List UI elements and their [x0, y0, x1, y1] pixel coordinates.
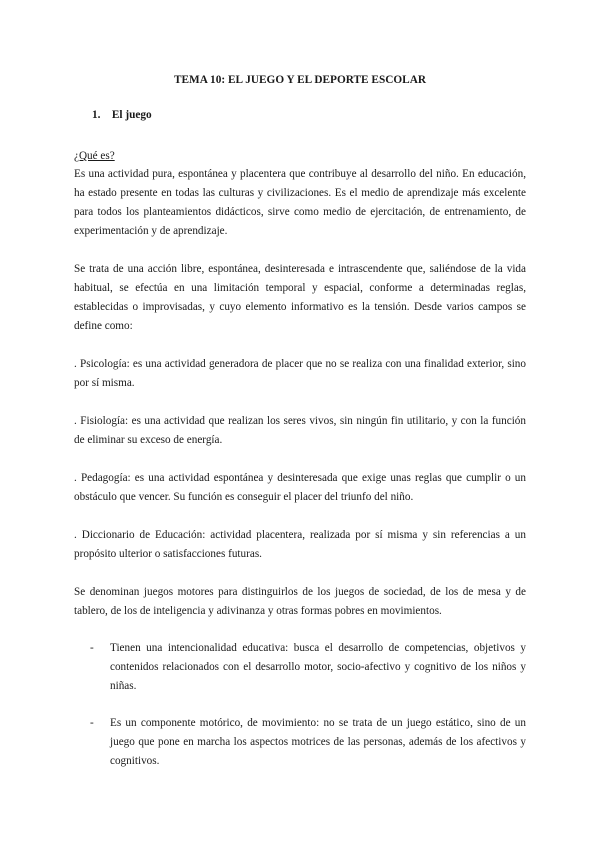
list-bullet: -: [90, 717, 94, 729]
list-item-text: Tienen una intencionalidad educativa: busca el desarrollo de competencias, objetivos y contenidos relacionados con el desarrollo motor, socio-afectivo y cognitivo de los niños y niñas.: [110, 642, 526, 692]
definition-pedagogia: . Pedagogía: es una actividad espontánea y desinteresada que exige unas reglas que cumplir o un obstáculo que vencer. Su función es conseguir el placer del triunfo del niño.: [74, 472, 526, 503]
section-title: El juego: [111, 109, 152, 121]
paragraph: Se trata de una acción libre, espontánea, desinteresada e intrascendente que, saliéndose de la vida habitual, se efectúa en una limitación temporal y espacial, conforme a determinadas reglas, establecidas o improvisadas, y cuyo elemento informativo es la tensión. Desde varios campos se define como:: [74, 263, 526, 332]
list-bullet: -: [90, 642, 94, 654]
definition-diccionario: . Diccionario de Educación: actividad placentera, realizada por sí misma y sin referencias a un propósito ulterior o satisfacciones futuras.: [74, 529, 526, 560]
section-number: 1.: [92, 109, 101, 121]
section-heading: [92, 106, 526, 125]
characteristics-list: [74, 639, 526, 771]
definition-psicologia: . Psicología: es una actividad generadora de placer que no se realiza con una finalidad exterior, sino por sí misma.: [74, 358, 526, 389]
list-item: [74, 714, 526, 771]
list-item-text: Es un componente motórico, de movimiento: no se trata de un juego estático, sino de un juego que pone en marcha los aspectos motrices de las personas, además de los afectivos y cognitivos.: [110, 717, 526, 767]
paragraph: Se denominan juegos motores para distinguirlos de los juegos de sociedad, de los de mesa y de tablero, de los de inteligencia y adivinanza y otras formas pobres en movimientos.: [74, 586, 526, 617]
subheading: ¿Qué es?: [74, 150, 115, 162]
list-item: [74, 639, 526, 696]
definition-fisiologia: . Fisiología: es una actividad que realizan los seres vivos, sin ningún fin utilitario, y con la función de eliminar su exceso de energía.: [74, 415, 526, 446]
document-page: [74, 71, 526, 771]
paragraph: Es una actividad pura, espontánea y placentera que contribuye al desarrollo del niño. En educación, ha estado presente en todas las culturas y civilizaciones. Es el medio de aprendizaje más excelente para todos los planteamientos didácticos, sirve como medio de ejercitación, de entrenamiento, de experimentación y de aprendizaje.: [74, 168, 526, 237]
document-title: TEMA 10: EL JUEGO Y EL DEPORTE ESCOLAR: [173, 74, 427, 86]
